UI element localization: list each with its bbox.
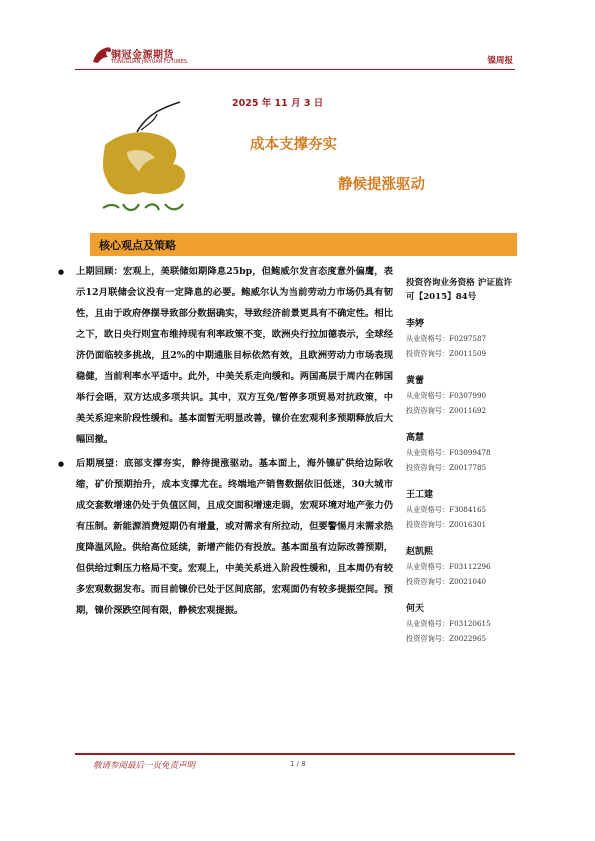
header-divider — [75, 69, 515, 70]
summary-paragraph-outlook — [58, 453, 393, 621]
analyst-cert: 从业资格号：F0307990 — [406, 391, 487, 400]
section-header — [90, 233, 517, 256]
report-date: 2025 年 11 月 3 日 — [232, 98, 324, 109]
company-name: 铜冠金源期货 — [111, 50, 174, 61]
analyst-card — [406, 318, 518, 361]
report-title-line1: 成本支撑夯实 — [250, 137, 337, 153]
analyst-cert: 从业资格号：F03099478 — [406, 448, 491, 457]
analyst-card — [406, 375, 518, 418]
qualification-text: 投资咨询业务资格 沪证监许可【2015】84号 — [406, 278, 513, 302]
report-title-line2: 静候提涨驱动 — [338, 177, 425, 193]
analyst-card — [406, 432, 518, 475]
analyst-name: 赵凯熙 — [406, 547, 434, 557]
bullet-icon: ● — [58, 267, 65, 276]
analyst-name: 高慧 — [406, 433, 425, 443]
analyst-card — [406, 489, 518, 532]
bullet-icon: ● — [58, 459, 65, 468]
footer-disclaimer-link[interactable]: 敬请参阅最后一页免责声明 — [93, 761, 196, 771]
page-header — [75, 40, 515, 80]
analyst-name: 王工建 — [406, 490, 434, 500]
paragraph-text: 后期展望：底部支撑夯实，静待提涨驱动。基本面上，海外镍矿供给边际收缩，矿价预期抬升，成本支撑尤在。终端地产销售数据依旧低迷，30大城市成交套数增速仍处于负值区间，且成交面积增速走弱，宏观环境对地产张力仍有压制。新能源消费短期仍有增量，或对需求有所拉动，但要警惕月末需求热度降温风险。供给高位延续，新增产能仍有投放。基本面虽有边际改善预期，但供给过剩压力格局不变。宏观上，中美关系进入阶段性缓和，且本周仍有较多宏观数据发布。而目前镍价已处于区间底部，宏观面仍有较多提振空间。预期，镍价深跌空间有限，静候宏观提振。 — [76, 458, 393, 616]
analyst-sidebar — [406, 276, 518, 646]
section-title: 核心观点及策略 — [99, 239, 176, 252]
footer-divider — [75, 753, 515, 755]
paragraph-text: 上期回顾：宏观上，美联储如期降息25bp，但鲍威尔发言态度意外偏鹰，表示12月联储会议没有一定降息的必要。鲍威尔认为当前劳动力市场仍具有韧性，且由于政府停摆导致部分数据确实，导致经济前景更具有不确定性。相比之下，欧日央行则宣布维持现有利率政策不变，欧洲央行拉加德表示，全球经济仍面临较多挑战，且2%的中期通胀目标依然有效，且欧洲劳动力市场表现稳健，当前利率水平适中。此外，中美关系走向缓和。两国高层于周内在韩国举行会晤，双方达成多项共识。其中，双方互免/暂停多项贸易对抗政策，中美关系迎来阶段性缓和。基本面暂无明显改善，镍价在宏观利多预期释放后大幅回撤。 — [76, 266, 393, 445]
analyst-cert: 从业资格号：F0297587 — [406, 334, 487, 343]
report-type: 镍周报 — [487, 56, 513, 66]
analyst-name: 黄蕾 — [406, 376, 425, 386]
analyst-name: 李婷 — [406, 319, 425, 329]
analyst-advisory: 投资咨询号：Z0016301 — [406, 520, 487, 529]
analyst-advisory: 投资咨询号：Z0017785 — [406, 463, 487, 472]
analyst-card — [406, 603, 518, 646]
analyst-advisory: 投资咨询号：Z0011692 — [406, 406, 487, 415]
analyst-cert: 从业资格号：F3084165 — [406, 505, 487, 514]
analyst-cert: 从业资格号：F03120615 — [406, 619, 491, 628]
main-content — [58, 261, 393, 621]
emblem-icon — [97, 100, 197, 230]
analyst-card — [406, 546, 518, 589]
page-number: 1 / 8 — [290, 760, 306, 768]
analyst-advisory: 投资咨询号：Z0011509 — [406, 349, 487, 358]
summary-paragraph-review — [58, 261, 393, 450]
analyst-advisory: 投资咨询号：Z0022965 — [406, 634, 487, 643]
analyst-cert: 从业资格号：F03112296 — [406, 562, 491, 571]
company-name-en: TONGGUAN JINYUAN FUTURES — [111, 59, 188, 65]
analyst-advisory: 投资咨询号：Z0021040 — [406, 577, 487, 586]
analyst-name: 何天 — [406, 604, 425, 614]
